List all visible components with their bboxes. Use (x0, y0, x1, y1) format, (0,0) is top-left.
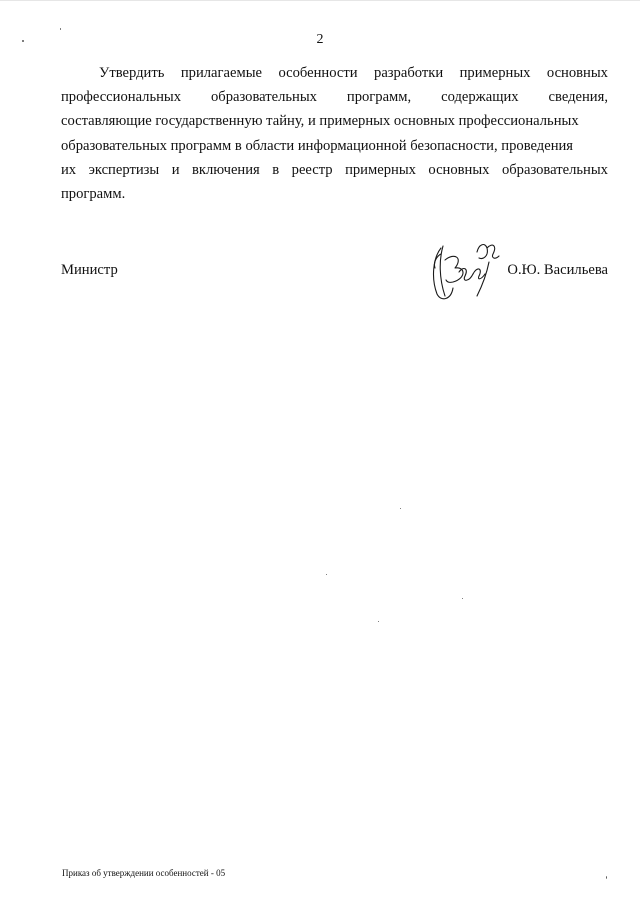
word: примерных (345, 161, 416, 178)
scan-speck (60, 28, 61, 30)
scan-speck (22, 40, 24, 42)
word: прилагаемые (180, 65, 262, 81)
order-text (61, 61, 608, 206)
word: реестр (291, 161, 333, 178)
word: программ, (346, 89, 412, 106)
word: Утвердить (99, 65, 165, 81)
signer-title: Министр (61, 262, 118, 278)
text-line-6: программ. (61, 186, 126, 203)
text-line-4: образовательных программ в области информационной безопасности, проведения (61, 137, 574, 154)
scan-speck (400, 508, 401, 509)
footer-note: Приказ об утверждении особенностей - 05 (62, 868, 226, 878)
scan-speck (378, 621, 379, 622)
word: и (171, 161, 180, 178)
text-line-1 (61, 61, 608, 85)
scan-edge (0, 0, 640, 1)
word: профессиональных (61, 89, 182, 106)
scan-speck (462, 598, 463, 599)
word: содержащих (441, 89, 519, 106)
signature-block (61, 258, 608, 298)
text-line-2 (61, 85, 608, 109)
word: образовательных (501, 161, 608, 178)
word: их (61, 161, 77, 178)
page-number: 2 (316, 32, 324, 47)
word: основных (428, 161, 490, 178)
text-line-5 (61, 158, 608, 182)
signer-name: О.Ю. Васильева (507, 262, 608, 278)
word: примерных (459, 65, 531, 81)
scan-speck (326, 574, 327, 575)
handwritten-signature (429, 238, 503, 306)
word: включения (192, 161, 260, 178)
word: основных (546, 65, 608, 81)
word: в (272, 161, 280, 178)
word: экспертизы (88, 161, 160, 178)
word: особенности (278, 65, 358, 81)
text-line-3: составляющие государственную тайну, и примерных основных профессиональных (61, 113, 579, 130)
scan-speck (606, 876, 607, 879)
word: образовательных (210, 89, 317, 106)
word: сведения, (548, 89, 608, 106)
word: разработки (374, 65, 444, 81)
